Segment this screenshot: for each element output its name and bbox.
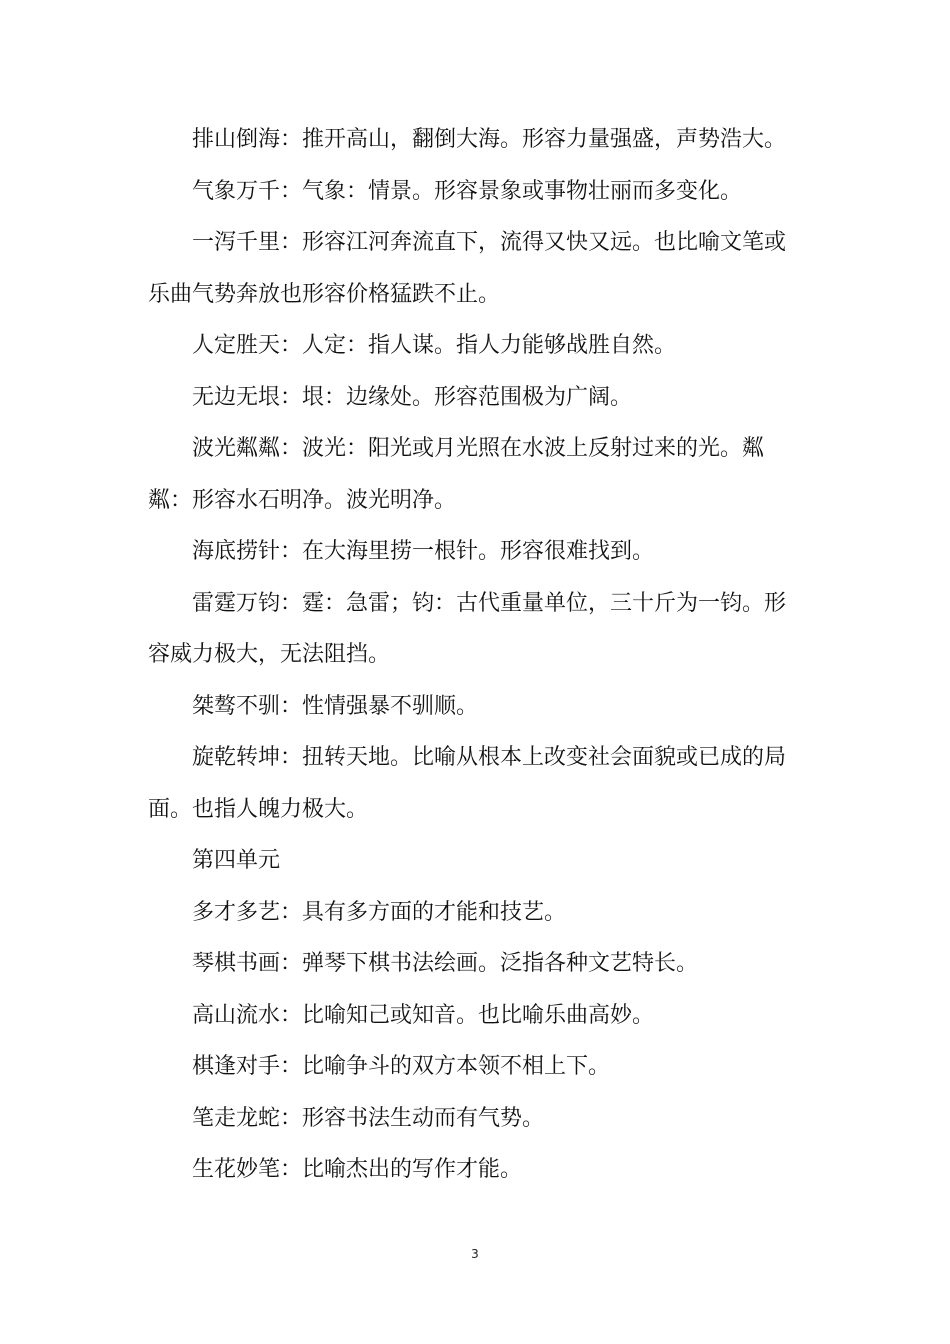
entry-qifengduishou: 棋逢对手：比喻争斗的双方本领不相上下。: [192, 1054, 611, 1079]
entry-yixieqianli: 一泻千里：形容江河奔流直下，流得又快又远。也比喻文笔或乐曲气势奔放也形容价格猛跌不止。: [148, 230, 787, 307]
entry-boguanglinlin: 波光粼粼：波光：阳光或月光照在水波上反射过来的光。粼粼：形容水石明净。波光明净。: [148, 436, 765, 513]
entry-haidilaozhen: 海底捞针：在大海里捞一根针。形容很难找到。: [192, 539, 655, 564]
entry-jieaobuxun: 桀骜不驯：性情强暴不驯顺。: [192, 693, 479, 719]
entry-duocaiduoyi: 多才多艺：具有多方面的才能和技艺。: [192, 899, 567, 925]
page-number: 3: [471, 1247, 479, 1261]
entry-paishandaohai: 排山倒海：推开高山，翻倒大海。形容力量强盛，声势浩大。: [192, 127, 787, 152]
entry-bizoulongshe: 笔走龙蛇：形容书法生动而有气势。: [192, 1105, 545, 1131]
entry-leitingwanjun: 雷霆万钧：霆：急雷；钧：古代重量单位，三十斤为一钧。形容威力极大，无法阻挡。: [148, 590, 787, 667]
entry-xuanqianzhuankun: 旋乾转坤：扭转天地。比喻从根本上改变社会面貌或已成的局面。也指人魄力极大。: [148, 745, 787, 822]
document-body: [148, 114, 798, 1196]
entry-gaoshanliushui: 高山流水：比喻知己或知音。也比喻乐曲高妙。: [192, 1002, 655, 1028]
entry-rendingshengtian: 人定胜天：人定：指人谋。指人力能够战胜自然。: [192, 333, 677, 358]
entry-qixiangwanqian: 气象万千：气象：情景。形容景象或事物壮丽而多变化。: [192, 178, 743, 204]
entry-qinqishuhua: 琴棋书画：弹琴下棋书法绘画。泛指各种文艺特长。: [192, 951, 699, 976]
entry-wubianwuyin: 无边无垠：垠：边缘处。形容范围极为广阔。: [192, 384, 633, 410]
section-heading-unit-four: 第四单元: [192, 848, 281, 873]
entry-shenghuamiaobi: 生花妙笔：比喻杰出的写作才能。: [192, 1157, 523, 1182]
